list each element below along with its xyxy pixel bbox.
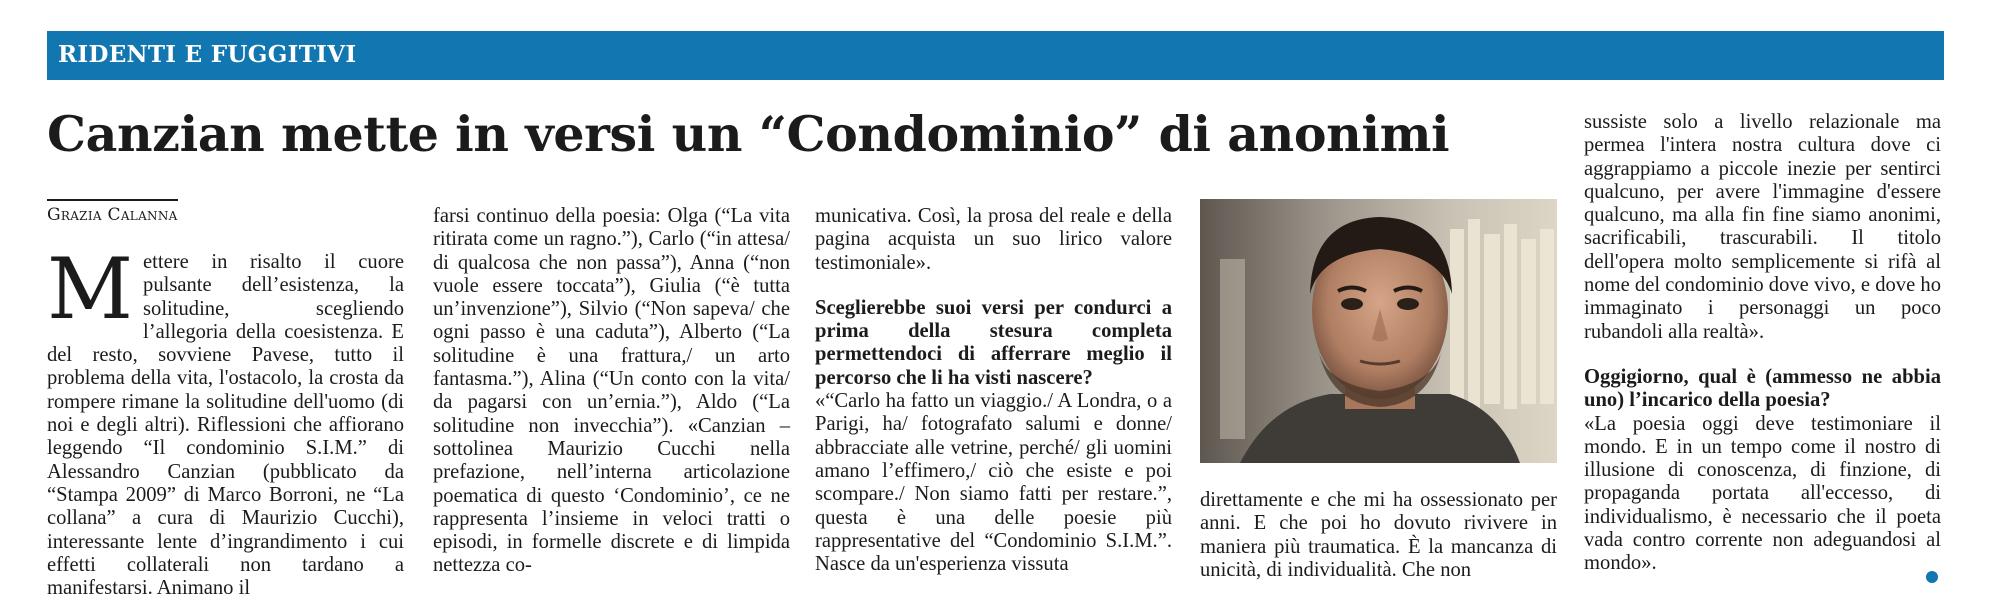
interview-question-1: Sceglierebbe suoi versi per condurci a prima della stesura completa permettendoci di afferrare meglio il percorso che li ha visti nascere?: [815, 296, 1172, 389]
article-end-dot-icon: [1926, 571, 1938, 583]
article-headline: Canzian mette in versi un “Condominio” di anonimi: [47, 105, 1450, 163]
column-1-text: Mettere in risalto il cuore pulsante dell’esistenza, la solitudine, scegliendo l’allegoria della coesistenza. E del resto, sovviene Pavese, tutto il problema della vita, l'ostacolo, la crosta da rompere rimane la solitudine dell'uomo (di noi e degli altri). Riflessioni che affiorano leggendo “Il condominio S.I.M.” di Alessandro Canzian (pubblicato da “Stampa 2009” di Marco Borroni, ne “La collana” a cura di Maurizio Cucchi), interessante lente d’ingrandimento i cui effetti collaterali non tardano a manifestarsi. Animano il: [47, 240, 404, 600]
article-column-3: [815, 205, 1172, 576]
author-byline: Grazia Calanna: [47, 199, 178, 225]
column-5-text-b: «La poesia oggi deve testimoniare il mondo. E in un tempo come il nostro di illusione di conoscenza, di finzione, di propaganda portata all'eccesso, di individualismo, è necessario che il poeta vada contro corrente non adeguandosi al mondo».: [1584, 412, 1941, 575]
drop-cap: M: [47, 240, 134, 338]
column-4-text: direttamente e che mi ha ossessionato per anni. E che poi ho dovuto rivivere in maniera più traumatica. È la mancanza di unicità, di individualità. Che non: [1200, 489, 1557, 581]
article-column-5: [1584, 111, 1941, 576]
article-column-4: [1200, 489, 1557, 582]
section-label: RIDENTI E FUGGITIVI: [58, 41, 357, 68]
article-column-1: [47, 240, 404, 600]
column-5-text-a: sussiste solo a livello relazionale ma permea l'intera nostra cultura dove ci aggrappiamo a piccole inezie per sentirci qualcuno, per avere l'immagine d'essere qualcuno, ma alla fin fine siamo anonimi, sacrificabili, trascurabili. Il titolo dell'opera molto semplicemente si rifà al nome del condominio dove vivo, e dove ho immaginato i personaggi un poco rubandoli alla realtà».: [1584, 111, 1941, 343]
portrait-illustration: [1200, 199, 1557, 463]
interview-question-2: Oggigiorno, qual è (ammesso ne abbia uno) l’incarico della poesia?: [1584, 365, 1941, 412]
article-column-2: [433, 205, 790, 578]
author-portrait-photo: [1200, 199, 1557, 463]
section-banner: [47, 31, 1944, 80]
column-2-text: farsi continuo della poesia: Olga (“La vita ritirata come un ragno.”), Carlo (“in attesa/ di qualcosa che non passa”), Anna (“non vuole essere toccata”), Giulia (“è tutta un’invenzione”), Silvio (“Non sapeva/ che ogni passo è una caduta”), Alberto (“La solitudine è una frattura,/ un arto fantasma.”), Alina (“Un conto con la vita/ da pagarsi con un’ernia.”), Aldo (“La solitudine non invecchia”). «Canzian – sottolinea Maurizio Cucchi nella prefazione, nell’interna articolazione poematica di questo ‘Condominio’, ce ne rappresenta l’insieme in veloci tratti o episodi, in formelle discrete e di limpida nettezza co-: [433, 205, 790, 577]
column-3-text-a: municativa. Così, la prosa del reale e della pagina acquista un suo lirico valore testimoniale».: [815, 205, 1172, 274]
column-3-text-b: «“Carlo ha fatto un viaggio./ A Londra, o a Parigi, ha/ fotografato salumi e donne/ abbracciate alle vetrine, perché/ gli uomini amano l’effimero,/ ciò che esiste e poi scompare./ Non siamo fatti per restare.”, questa è una delle poesie più rappresentative del “Condominio S.I.M.”. Nasce da un'esperienza vissuta: [815, 390, 1172, 576]
